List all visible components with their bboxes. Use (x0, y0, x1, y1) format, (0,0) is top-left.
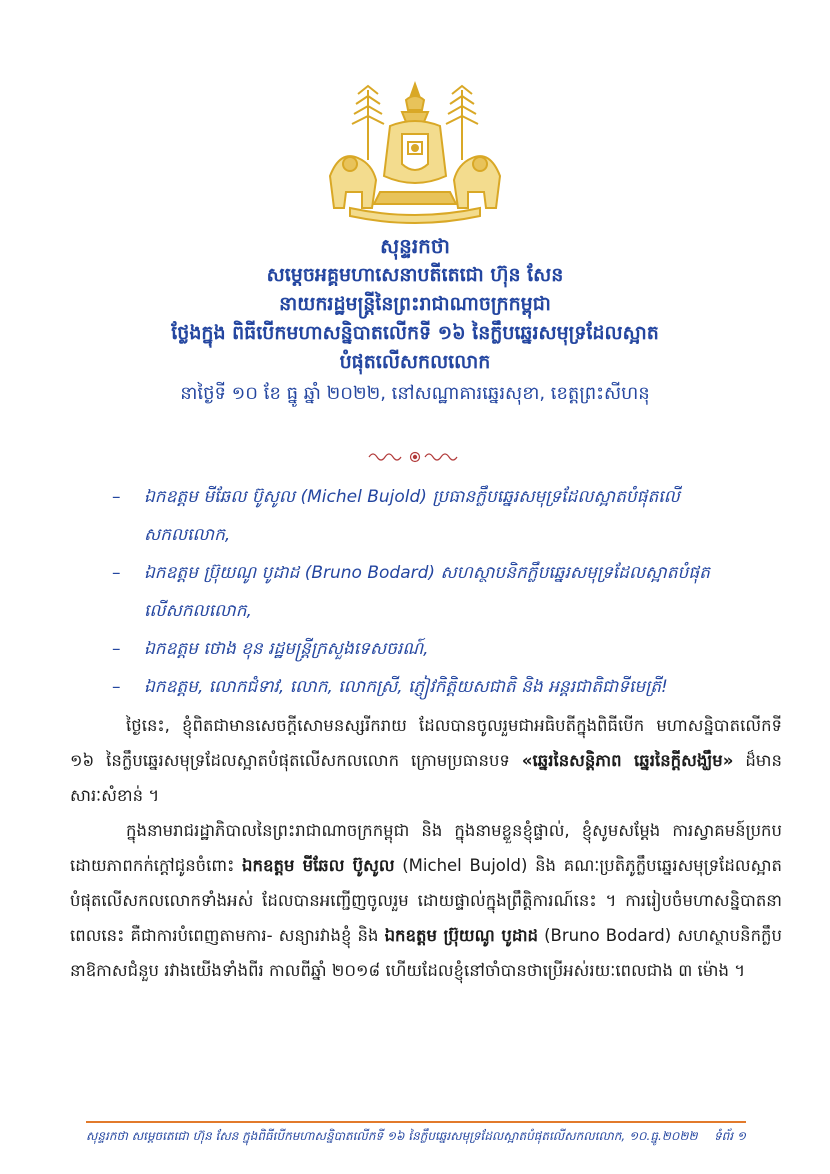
honoree-name: ឯកឧត្តម មីឆែល ប៊ូសូល (242, 856, 395, 875)
paragraph-2 (70, 813, 782, 988)
greeting-item (112, 668, 802, 706)
greeting-item (112, 630, 802, 668)
ornamental-divider-icon (365, 450, 465, 464)
greeting-item (112, 554, 802, 630)
greeting-text: ឯកឧត្តម ប្រ៊ុយណូ បូដាដ (Bruno Bodard) សហស្ថាបនិកក្លឹបឆ្នេរសមុទ្រដែលស្អាតបំផុត (144, 563, 710, 583)
event-title-line-2: បំផុតលើសកលលោក (339, 351, 491, 373)
paragraph-1 (70, 708, 782, 813)
date-and-place: នាថ្ងៃទី ១០ ខែ ធ្នូ ឆ្នាំ ២០២២, នៅសណ្ឋាគារឆ្នេរសុខា, ខេត្តព្រះសីហនុ (180, 383, 650, 404)
speech-title: សុន្ទរកថា (380, 234, 450, 258)
list-dash: – (112, 677, 121, 697)
paragraph-text: (Michel Bujold) និង (394, 856, 557, 875)
greeting-text-continued: សកលលោក, (144, 525, 231, 545)
theme-title: «ឆ្នេរនៃសន្តិភាព ឆ្នេរនៃក្តីសង្ឃឹម» (521, 751, 734, 770)
greeting-item (112, 478, 802, 554)
page-footer (86, 1128, 746, 1146)
footer-text: សុន្ទរកថា សម្តេចតេជោ ហ៊ុន សែន ក្នុងពិធីបើកមហាសន្និបាតលើកទី ១៦ នៃក្លឹបឆ្នេរសមុទ្រដែលស្អាតបំផុតលើសកលលោក, ១០.ធ្នូ.២០២២ (86, 1129, 698, 1143)
greeting-text: ឯកឧត្តម, លោកជំទាវ, លោក, លោកស្រី, ភ្ញៀវកិត្តិយសជាតិ និង អន្តរជាតិជាទីមេត្រី! (144, 677, 668, 697)
paragraph-text: ការស្វាគមន៍ប្រកបដោយភាពកក់ក្តៅជូនចំពោះ (70, 821, 782, 875)
paragraph-text: (Bruno Bodard) សហស្ថាបនិកក្លឹប នាឱកាសជំនួប (70, 926, 782, 980)
paragraph-text: មហាសន្និបាតលើកទី ១៦ នៃក្លឹបឆ្នេរសមុទ្រដែលស្អាតបំផុតលើសកលលោក ក្រោមប្រធានបទ (70, 716, 783, 770)
list-dash: – (112, 563, 121, 583)
speaker-name: សម្តេចអគ្គមហាសេនាបតីតេជោ ហ៊ុន សែន (266, 264, 564, 286)
paragraph-text: ដោយផ្ទាល់ក្នុងព្រឹត្តិការណ៍នេះ ។ ការរៀបចំមហាសន្និបាតនាពេលនេះ គឺជាការបំពេញតាមការ- (70, 891, 783, 945)
paragraph-text: សន្យារវាងខ្ញុំ និង (278, 926, 385, 945)
speech-header (60, 232, 770, 409)
honoree-name: ឯកឧត្តម ប្រ៊ុយណូ បូដាដ (384, 926, 539, 945)
paragraph-text: គណៈប្រតិភូក្លឹបឆ្នេរសមុទ្រដែលស្អាតបំផុតលើសកលលោកទាំងអស់ ដែលបានអញ្ជើញចូលរួម (70, 856, 783, 910)
paragraph-text: ក្នុងនាមរាជរដ្ឋាភិបាលនៃព្រះរាជាណាចក្រកម្ពុជា និង ក្នុងនាមខ្លួនខ្ញុំផ្ទាល់, ខ្ញុំសូមសម្តែង (126, 821, 661, 840)
greeting-text: ឯកឧត្តម ថោង ខុន រដ្ឋមន្ត្រីក្រសួងទេសចរណ៍, (144, 639, 429, 659)
page-number: ទំព័រ ១ (714, 1129, 746, 1143)
greeting-text: ឯកឧត្តម មីឆែល ប៊ូសូល (Michel Bujold) ប្រធានក្លឹបឆ្នេរសមុទ្រដែលស្អាតបំផុតលើ (144, 487, 680, 507)
speaker-position: នាយករដ្ឋមន្ត្រីនៃព្រះរាជាណាចក្រកម្ពុជា (279, 293, 551, 315)
paragraph-text: ដ៏មានសារៈសំខាន់ ។ (70, 751, 782, 805)
footer-divider (86, 1121, 746, 1123)
royal-coat-of-arms-icon (310, 80, 520, 230)
paragraph-text: ថ្ងៃនេះ, ខ្ញុំពិតជាមានសេចក្តីសោមនស្សរីករាយ ដែលបានចូលរួមជាអធិបតីក្នុងពិធីបើក (126, 716, 645, 735)
greetings-list (112, 478, 802, 706)
event-title-line-1: ថ្លែងក្នុង ពិធីបើកមហាសន្និបាតលើកទី ១៦ នៃក្លឹបឆ្នេរសមុទ្រដែលស្អាត (171, 322, 659, 344)
greeting-text-continued: លើសកលលោក, (144, 601, 252, 621)
list-dash: – (112, 639, 121, 659)
list-dash: – (112, 487, 121, 507)
paragraph-text: រវាងយើងទាំងពីរ កាលពីឆ្នាំ ២០១៨ ហើយដែលខ្ញុំនៅចាំបានថាប្រើអស់រយៈពេលជាង ៣ ម៉ោង ។ (164, 961, 746, 980)
speech-body (70, 708, 782, 988)
